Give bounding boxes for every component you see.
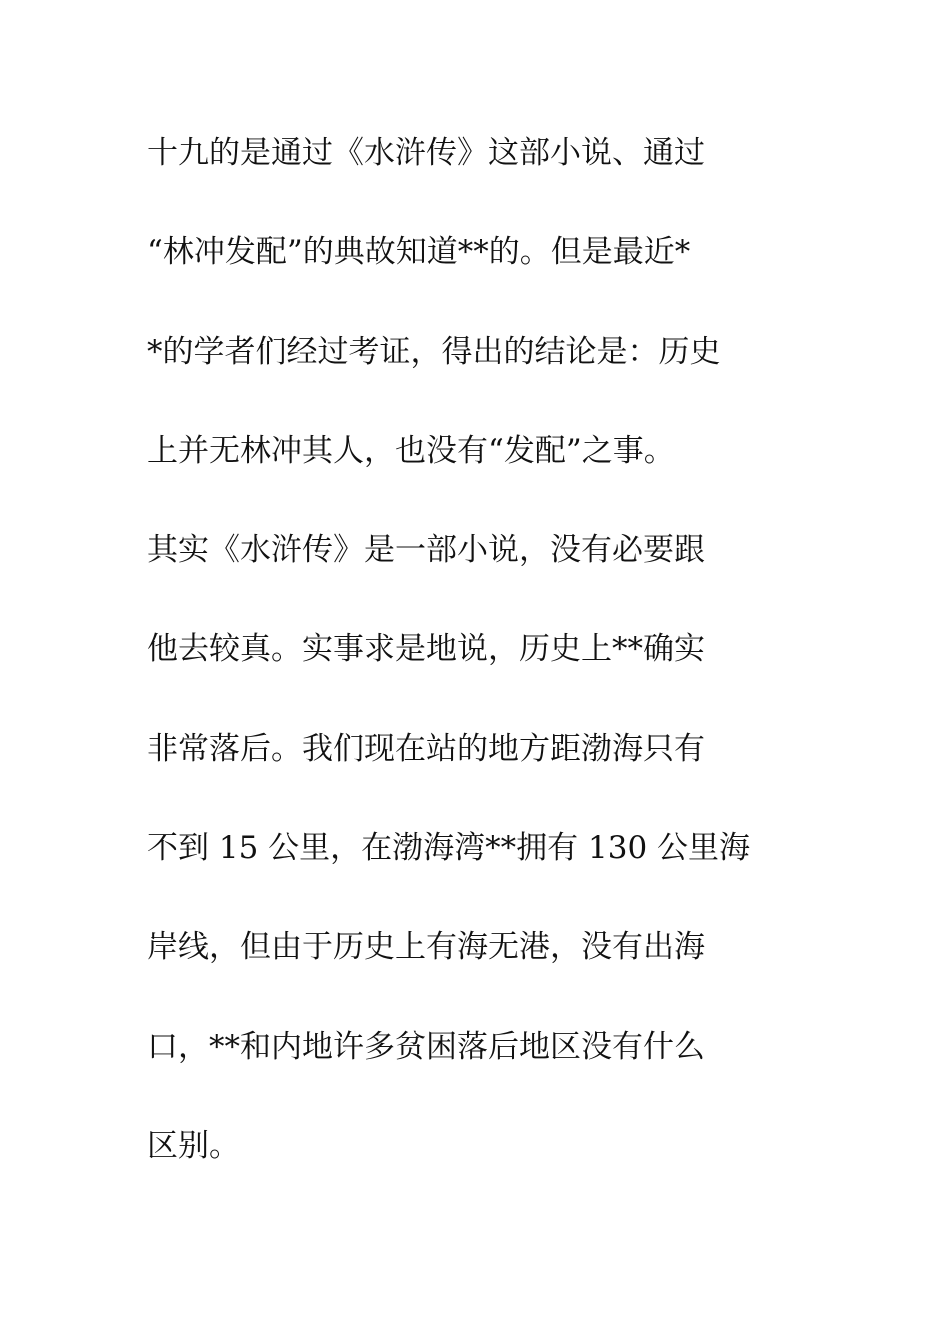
body-paragraph (147, 122, 847, 1214)
text-line-5: 其实《水浒传》是一部小说，没有必要跟 (147, 532, 705, 569)
text-line-9: 岸线，但由于历史上有海无港，没有出海 (147, 929, 705, 966)
text-line-11: 区别。 (147, 1127, 240, 1164)
text-line-8: 不到 15 公里，在渤海湾**拥有 130 公里海 (147, 830, 751, 867)
text-line-10: 口，**和内地许多贫困落后地区没有什么 (147, 1028, 705, 1065)
text-line-7: 非常落后。我们现在站的地方距渤海只有 (147, 730, 705, 767)
text-line-6: 他去较真。实事求是地说，历史上**确实 (147, 631, 705, 668)
text-line-3: *的学者们经过考证，得出的结论是：历史 (147, 333, 721, 370)
text-line-1: 十九的是通过《水浒传》这部小说、通过 (147, 135, 705, 171)
text-line-2: “林冲发配”的典故知道**的。但是最近* (147, 234, 691, 271)
text-line-4: 上并无林冲其人，也没有“发配”之事。 (147, 432, 675, 469)
